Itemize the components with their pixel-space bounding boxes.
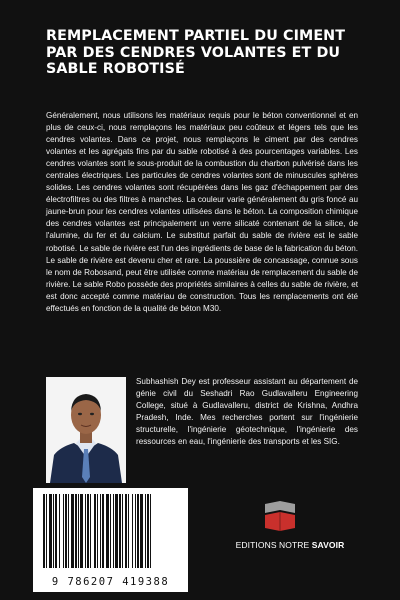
publisher-name <box>235 540 345 550</box>
isbn-barcode <box>33 488 188 592</box>
publisher-book-logo-icon <box>262 500 298 532</box>
book-summary: Généralement, nous utilisons les matériaux requis pour le béton conventionnel et en plus de ceux-ci, nous remplaçons les matériaux peu coûteux et légers tels que les cendres volantes. Dans ce projet, nous remplaçons le ciment par des cendres volantes et les agrégats fins par du sable robotisé à des pourcentages variables. Les cendres volantes sont le sous-produit de la combustion du charbon pulvérisé dans les centrales électriques. Les particules de cendres volantes sont de minuscules sphères solides. Les cendres volantes sont récupérées dans les gaz d'échappement par des électrofiltres ou des filtres à manches. La couleur varie généralement du gris foncé au jaune-brun pour les cendres volantes utilisées dans le béton. La composition chimique des cendres volantes est principalement un verre silicaté contenant de la silice, de l'alumine, du fer et du calcium. Le substitut parfait du sable de rivière est le sable robotisé. Le sable de rivière est l'un des ingrédients de base de la fabrication du béton. Le sable de rivière est devenu cher et rare. La poussière de concassage, connue sous le nom de Robosand, peut être utilisée comme matériau de remplacement du sable de rivière. Le sable Robo possède des propriétés similaires à celles du sable de rivière, et est donc accepté comme matériau de construction. Tous les remplacements ont été effectués en fonction de la qualité de béton M30. <box>46 111 358 313</box>
publisher-emphasis: SAVOIR <box>311 540 345 550</box>
author-photo <box>46 377 126 483</box>
isbn-number: 9 786207 419388 <box>51 576 170 588</box>
publisher-prefix: EDITIONS NOTRE <box>235 540 312 550</box>
book-title: REMPLACEMENT PARTIEL DU CIMENT PAR DES CENDRES VOLANTES ET DU SABLE ROBOTISÉ <box>46 28 346 77</box>
author-bio: Subhashish Dey est professeur assistant au département de génie civil du Seshadri Rao Gudlavalleru Engineering College, situé à Gudlavalleru, district de Krishna, Andhra Pradesh, Inde. Mes recherches portent sur l'ingénierie structurelle, l'ingénierie géotechnique, l'ingénierie des ressources en eau, l'ingénierie des transports et les SIG. <box>136 377 358 447</box>
barcode-bars <box>41 494 180 568</box>
